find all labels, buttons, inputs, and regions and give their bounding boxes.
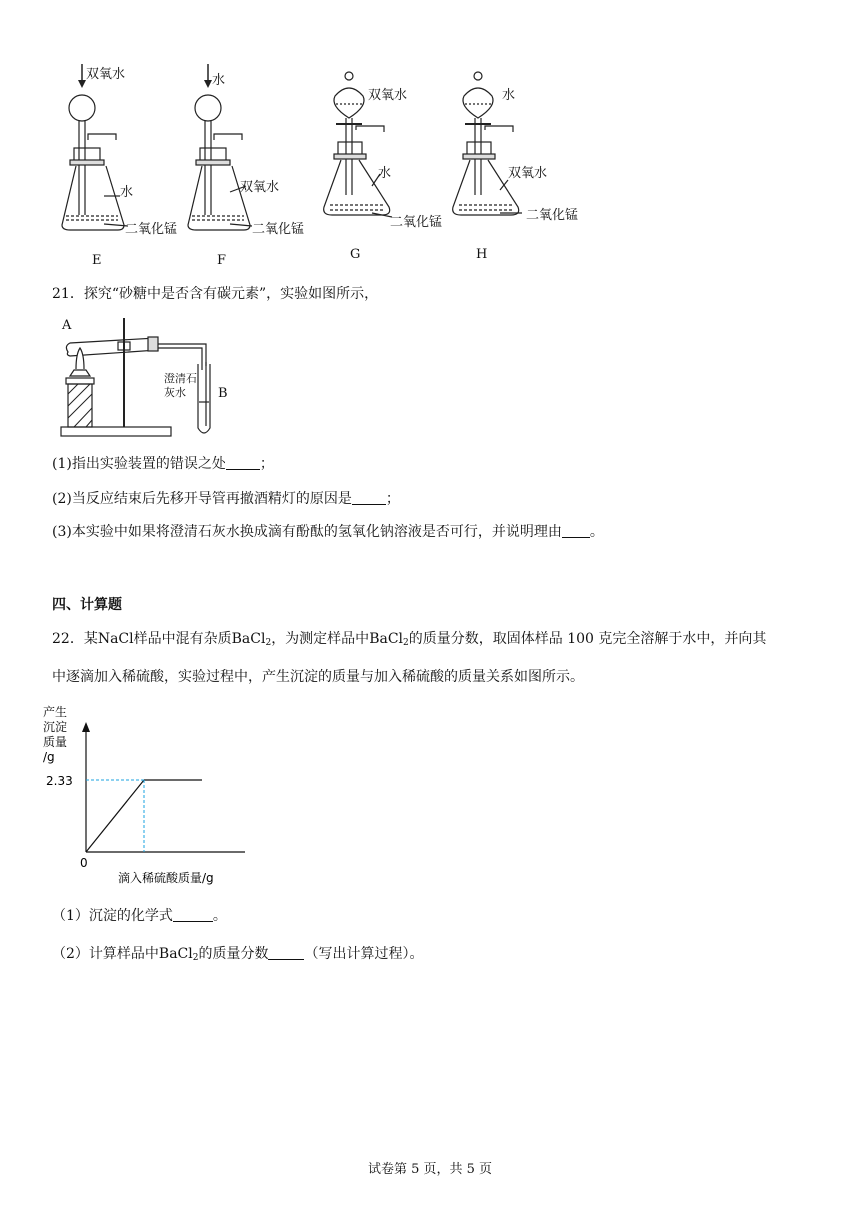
q22-sub2: （2）计算样品中BaCl$_2$的质量分数 （写出计算过程）。	[52, 946, 424, 963]
g-top-label: 双氧水	[368, 88, 408, 103]
q22-line2: 中逐滴加入稀硫酸，实验过程中，产生沉淀的质量与加入稀硫酸的质量关系如图所示。	[52, 669, 584, 685]
h-mid-label: 双氧水	[508, 166, 548, 181]
f-mid-label: 双氧水	[240, 180, 280, 195]
y-tick-label: 2.33	[46, 774, 73, 788]
f-top-label: 水	[212, 73, 226, 88]
y-label-line4: /g	[43, 750, 55, 764]
label-a: A	[62, 318, 72, 333]
q21-apparatus-figure	[56, 314, 256, 442]
h-top-label: 水	[502, 88, 516, 103]
section4-title: 四、计算题	[52, 597, 122, 613]
q22-line1: 22．某NaCl样品中混有杂质BaCl$_2$，为测定样品中BaCl$_2$的质量分数，取固体样品 100 克完全溶解于水中，并向其	[52, 631, 767, 648]
f-label: F	[217, 253, 227, 268]
precipitate-chart	[40, 700, 260, 890]
q22-sub1-blank[interactable]	[173, 907, 213, 922]
e-bottom-label: 二氧化锰	[125, 222, 178, 237]
bacl2-formula-3: BaCl$_2$	[158, 946, 199, 963]
q21-stem: 21．探究“砂糖中是否含有碳元素”，实验如图所示，	[52, 286, 379, 302]
nacl-formula: NaCl	[97, 631, 134, 647]
h-bottom-label: 二氧化锰	[526, 208, 579, 223]
origin-label: 0	[80, 856, 88, 870]
e-mid-label: 水	[120, 185, 134, 200]
q21-sub2: (2)当反应结束后先移开导管再撤酒精灯的原因是 ；	[52, 491, 400, 507]
g-label: G	[350, 247, 361, 262]
q21-sub2-blank[interactable]	[352, 490, 386, 505]
g-mid-label: 水	[378, 166, 392, 181]
bacl2-formula-2: BaCl$_2$	[369, 631, 409, 648]
y-label-line2: 沉淀	[43, 720, 68, 734]
e-label: E	[92, 253, 102, 268]
label-b: B	[218, 386, 228, 401]
q21-sub3-blank[interactable]	[562, 523, 590, 538]
y-label-line1: 产生	[43, 705, 68, 719]
limewater-label	[164, 372, 197, 400]
bacl2-formula-1: BaCl$_2$	[231, 631, 272, 648]
y-axis-arrow	[82, 722, 90, 732]
page-footer: 试卷第 5 页，共 5 页	[367, 1162, 493, 1177]
q21-sub1: (1)指出实验装置的错误之处 ；	[52, 456, 274, 472]
apparatus-e	[62, 64, 128, 230]
apparatus-f	[188, 64, 252, 230]
q21-sub3: (3)本实验中如果将澄清石灰水换成滴有酚酞的氢氧化钠溶液是否可行，并说明理由 。	[52, 524, 604, 540]
h-label: H	[476, 247, 488, 262]
g-bottom-label: 二氧化锰	[390, 215, 443, 230]
e-top-label: 双氧水	[86, 67, 126, 82]
y-label-line3: 质量	[43, 735, 68, 749]
limewater-label-line1: 澄清石	[164, 372, 197, 385]
q22-sub2-blank[interactable]	[268, 945, 304, 960]
x-axis-label: 滴入稀硫酸质量/g	[118, 871, 214, 885]
f-bottom-label: 二氧化锰	[252, 222, 305, 237]
q22-sub1: （1）沉淀的化学式 。	[52, 908, 227, 924]
q21-sub1-blank[interactable]	[226, 455, 260, 470]
series-line-rise	[86, 780, 144, 852]
limewater-label-line2: 灰水	[164, 386, 186, 399]
